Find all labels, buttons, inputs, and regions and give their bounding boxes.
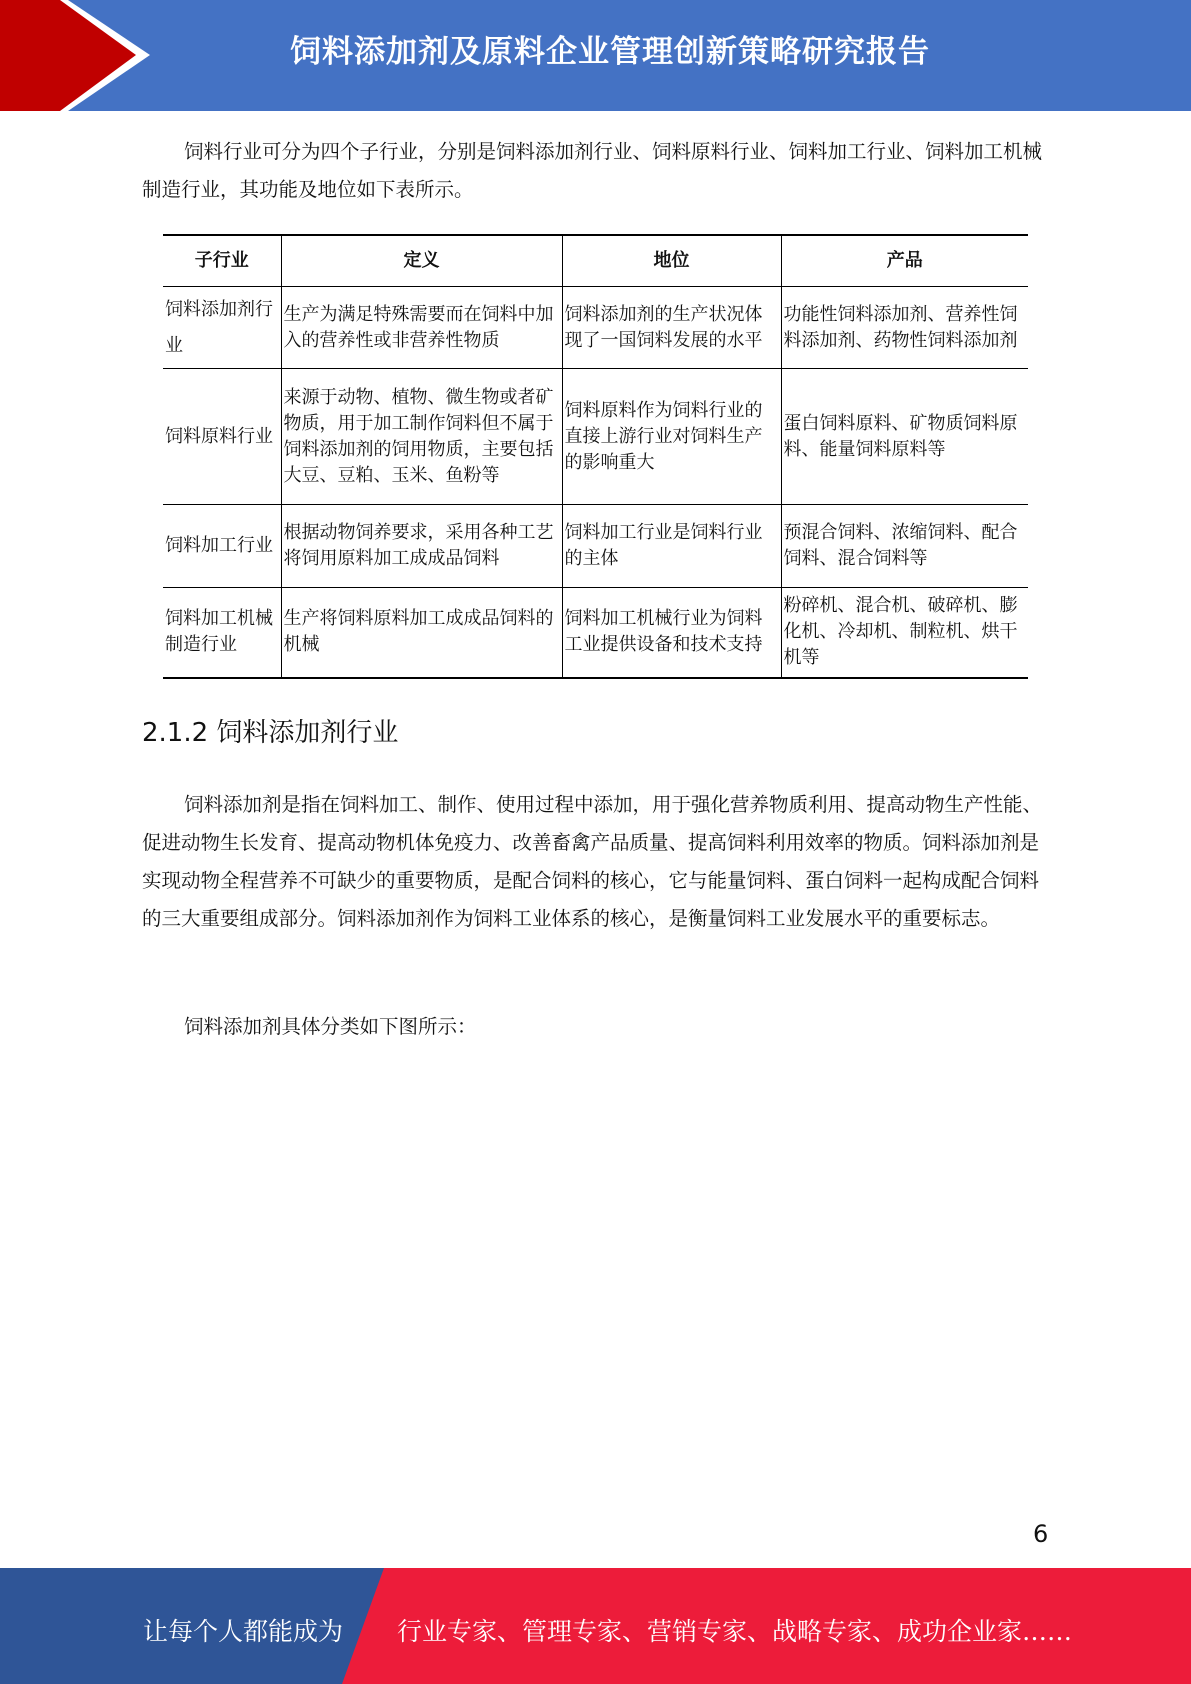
page-number: 6 — [1033, 1520, 1049, 1548]
page-footer-band — [0, 1568, 1191, 1684]
sub-industry-table — [163, 234, 1028, 679]
cell-sub-industry: 饲料加工行业 — [163, 505, 281, 588]
cell-products: 功能性饲料添加剂、营养性饲料添加剂、药物性饲料添加剂 — [781, 287, 1028, 369]
cell-products: 预混合饲料、浓缩饲料、配合饲料、混合饲料等 — [781, 505, 1028, 588]
cell-definition: 根据动物饲养要求，采用各种工艺将饲用原料加工成成品饲料 — [281, 505, 562, 588]
section-heading: 2.1.2 饲料添加剂行业 — [142, 718, 399, 748]
page-header-band — [0, 0, 1191, 111]
table-row — [163, 588, 1028, 678]
column-header-products: 产品 — [781, 235, 1028, 287]
cell-sub-industry: 饲料添加剂行业 — [163, 287, 281, 369]
cell-products: 蛋白饲料原料、矿物质饲料原料、能量饲料原料等 — [781, 369, 1028, 505]
cell-products: 粉碎机、混合机、破碎机、膨化机、冷却机、制粒机、烘干机等 — [781, 588, 1028, 678]
cell-definition: 来源于动物、植物、微生物或者矿物质，用于加工制作饲料但不属于饲料添加剂的饲用物质，主要包括大豆、豆粕、玉米、鱼粉等 — [281, 369, 562, 505]
report-title: 饲料添加剂及原料企业管理创新策略研究报告 — [290, 34, 930, 70]
table-row — [163, 505, 1028, 588]
cell-definition: 生产将饲料原料加工成成品饲料的机械 — [281, 588, 562, 678]
cell-sub-industry: 饲料加工机械制造行业 — [163, 588, 281, 678]
footer-slogan-left: 让每个人都能成为 — [143, 1617, 344, 1646]
table-header-row — [163, 235, 1028, 287]
column-header-position: 地位 — [562, 235, 781, 287]
cell-position: 饲料添加剂的生产状况体现了一国饲料发展的水平 — [562, 287, 781, 369]
intro-paragraph: 饲料行业可分为四个子行业，分别是饲料添加剂行业、饲料原料行业、饲料加工行业、饲料加工机械制造行业，其功能及地位如下表所示。 — [142, 140, 1043, 201]
table-row — [163, 287, 1028, 369]
footer-slogan-right: 行业专家、管理专家、营销专家、战略专家、成功企业家…… — [397, 1617, 1073, 1646]
cell-sub-industry: 饲料原料行业 — [163, 369, 281, 505]
section-paragraph: 饲料添加剂是指在饲料加工、制作、使用过程中添加，用于强化营养物质利用、提高动物生产性能、促进动物生长发育、提高动物机体免疫力、改善畜禽产品质量、提高饲料利用效率的物质。饲料添加剂是实现动物全程营养不可缺少的重要物质，是配合饲料的核心，它与能量饲料、蛋白饲料一起构成配合饲料的三大重要组成部分。饲料添加剂作为饲料工业体系的核心，是衡量饲料工业发展水平的重要标志。 — [142, 793, 1043, 930]
table-row — [163, 369, 1028, 505]
cell-position: 饲料加工机械行业为饲料工业提供设备和技术支持 — [562, 588, 781, 678]
column-header-definition: 定义 — [281, 235, 562, 287]
cell-position: 饲料原料作为饲料行业的直接上游行业对饲料生产的影响重大 — [562, 369, 781, 505]
cell-position: 饲料加工行业是饲料行业的主体 — [562, 505, 781, 588]
cell-definition: 生产为满足特殊需要而在饲料中加入的营养性或非营养性物质 — [281, 287, 562, 369]
figure-intro-text: 饲料添加剂具体分类如下图所示： — [184, 1015, 477, 1038]
column-header-sub-industry: 子行业 — [163, 235, 281, 287]
header-chevron-decoration — [0, 0, 160, 111]
